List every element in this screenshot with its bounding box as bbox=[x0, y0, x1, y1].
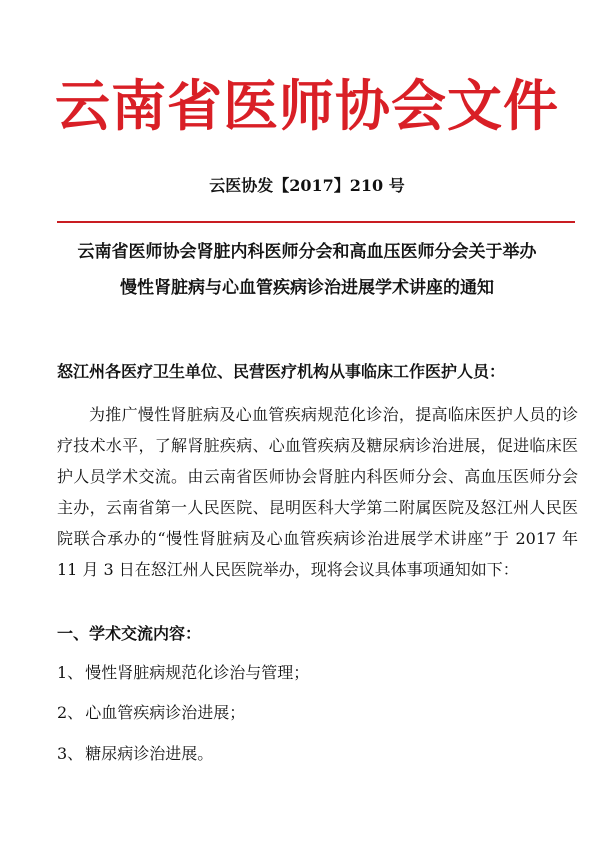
salutation: 怒江州各医疗卫生单位、民营医疗机构从事临床工作医护人员： bbox=[57, 362, 506, 381]
body-paragraph: 为推广慢性肾脏病及心血管疾病规范化诊治，提高临床医护人员的诊疗技术水平，了解肾脏疾病、心血管疾病及糖尿病诊治进展，促进临床医护人员学术交流。由云南省医师协会肾脏内科医师分会、高血压医师分会主办，云南省第一人民医院、昆明医科大学第二附属医院及怒江州人民医院联合承办的“慢性肾脏病及心血管疾病诊治进展学术讲座”于 2017 年 11 月 3 日在怒江州人民医院举办，现将会议具体事项通知如下： bbox=[57, 405, 578, 579]
list-item-text: 慢性肾脏病规范化诊治与管理； bbox=[85, 663, 310, 682]
list-item-text: 糖尿病诊治进展。 bbox=[85, 744, 214, 763]
notice-title-line-2: 慢性肾脏病与心血管疾病诊治进展学术讲座的通知 bbox=[120, 278, 494, 298]
list-item bbox=[57, 661, 577, 685]
list-item bbox=[57, 742, 577, 766]
red-divider-line bbox=[57, 221, 575, 223]
list-item-number: 2、 bbox=[57, 703, 84, 722]
list-item-number: 3、 bbox=[57, 744, 84, 763]
section-heading: 一、学术交流内容： bbox=[57, 624, 202, 643]
list-item-text: 心血管疾病诊治进展； bbox=[85, 703, 246, 722]
document-header: 云南省医师协会文件 bbox=[54, 73, 559, 138]
document-number: 云医协发【2017】210 号 bbox=[209, 176, 405, 195]
notice-title-line-1: 云南省医师协会肾脏内科医师分会和高血压医师分会关于举办 bbox=[77, 242, 537, 262]
list-item-number: 1、 bbox=[57, 663, 84, 682]
list-item bbox=[57, 701, 577, 725]
